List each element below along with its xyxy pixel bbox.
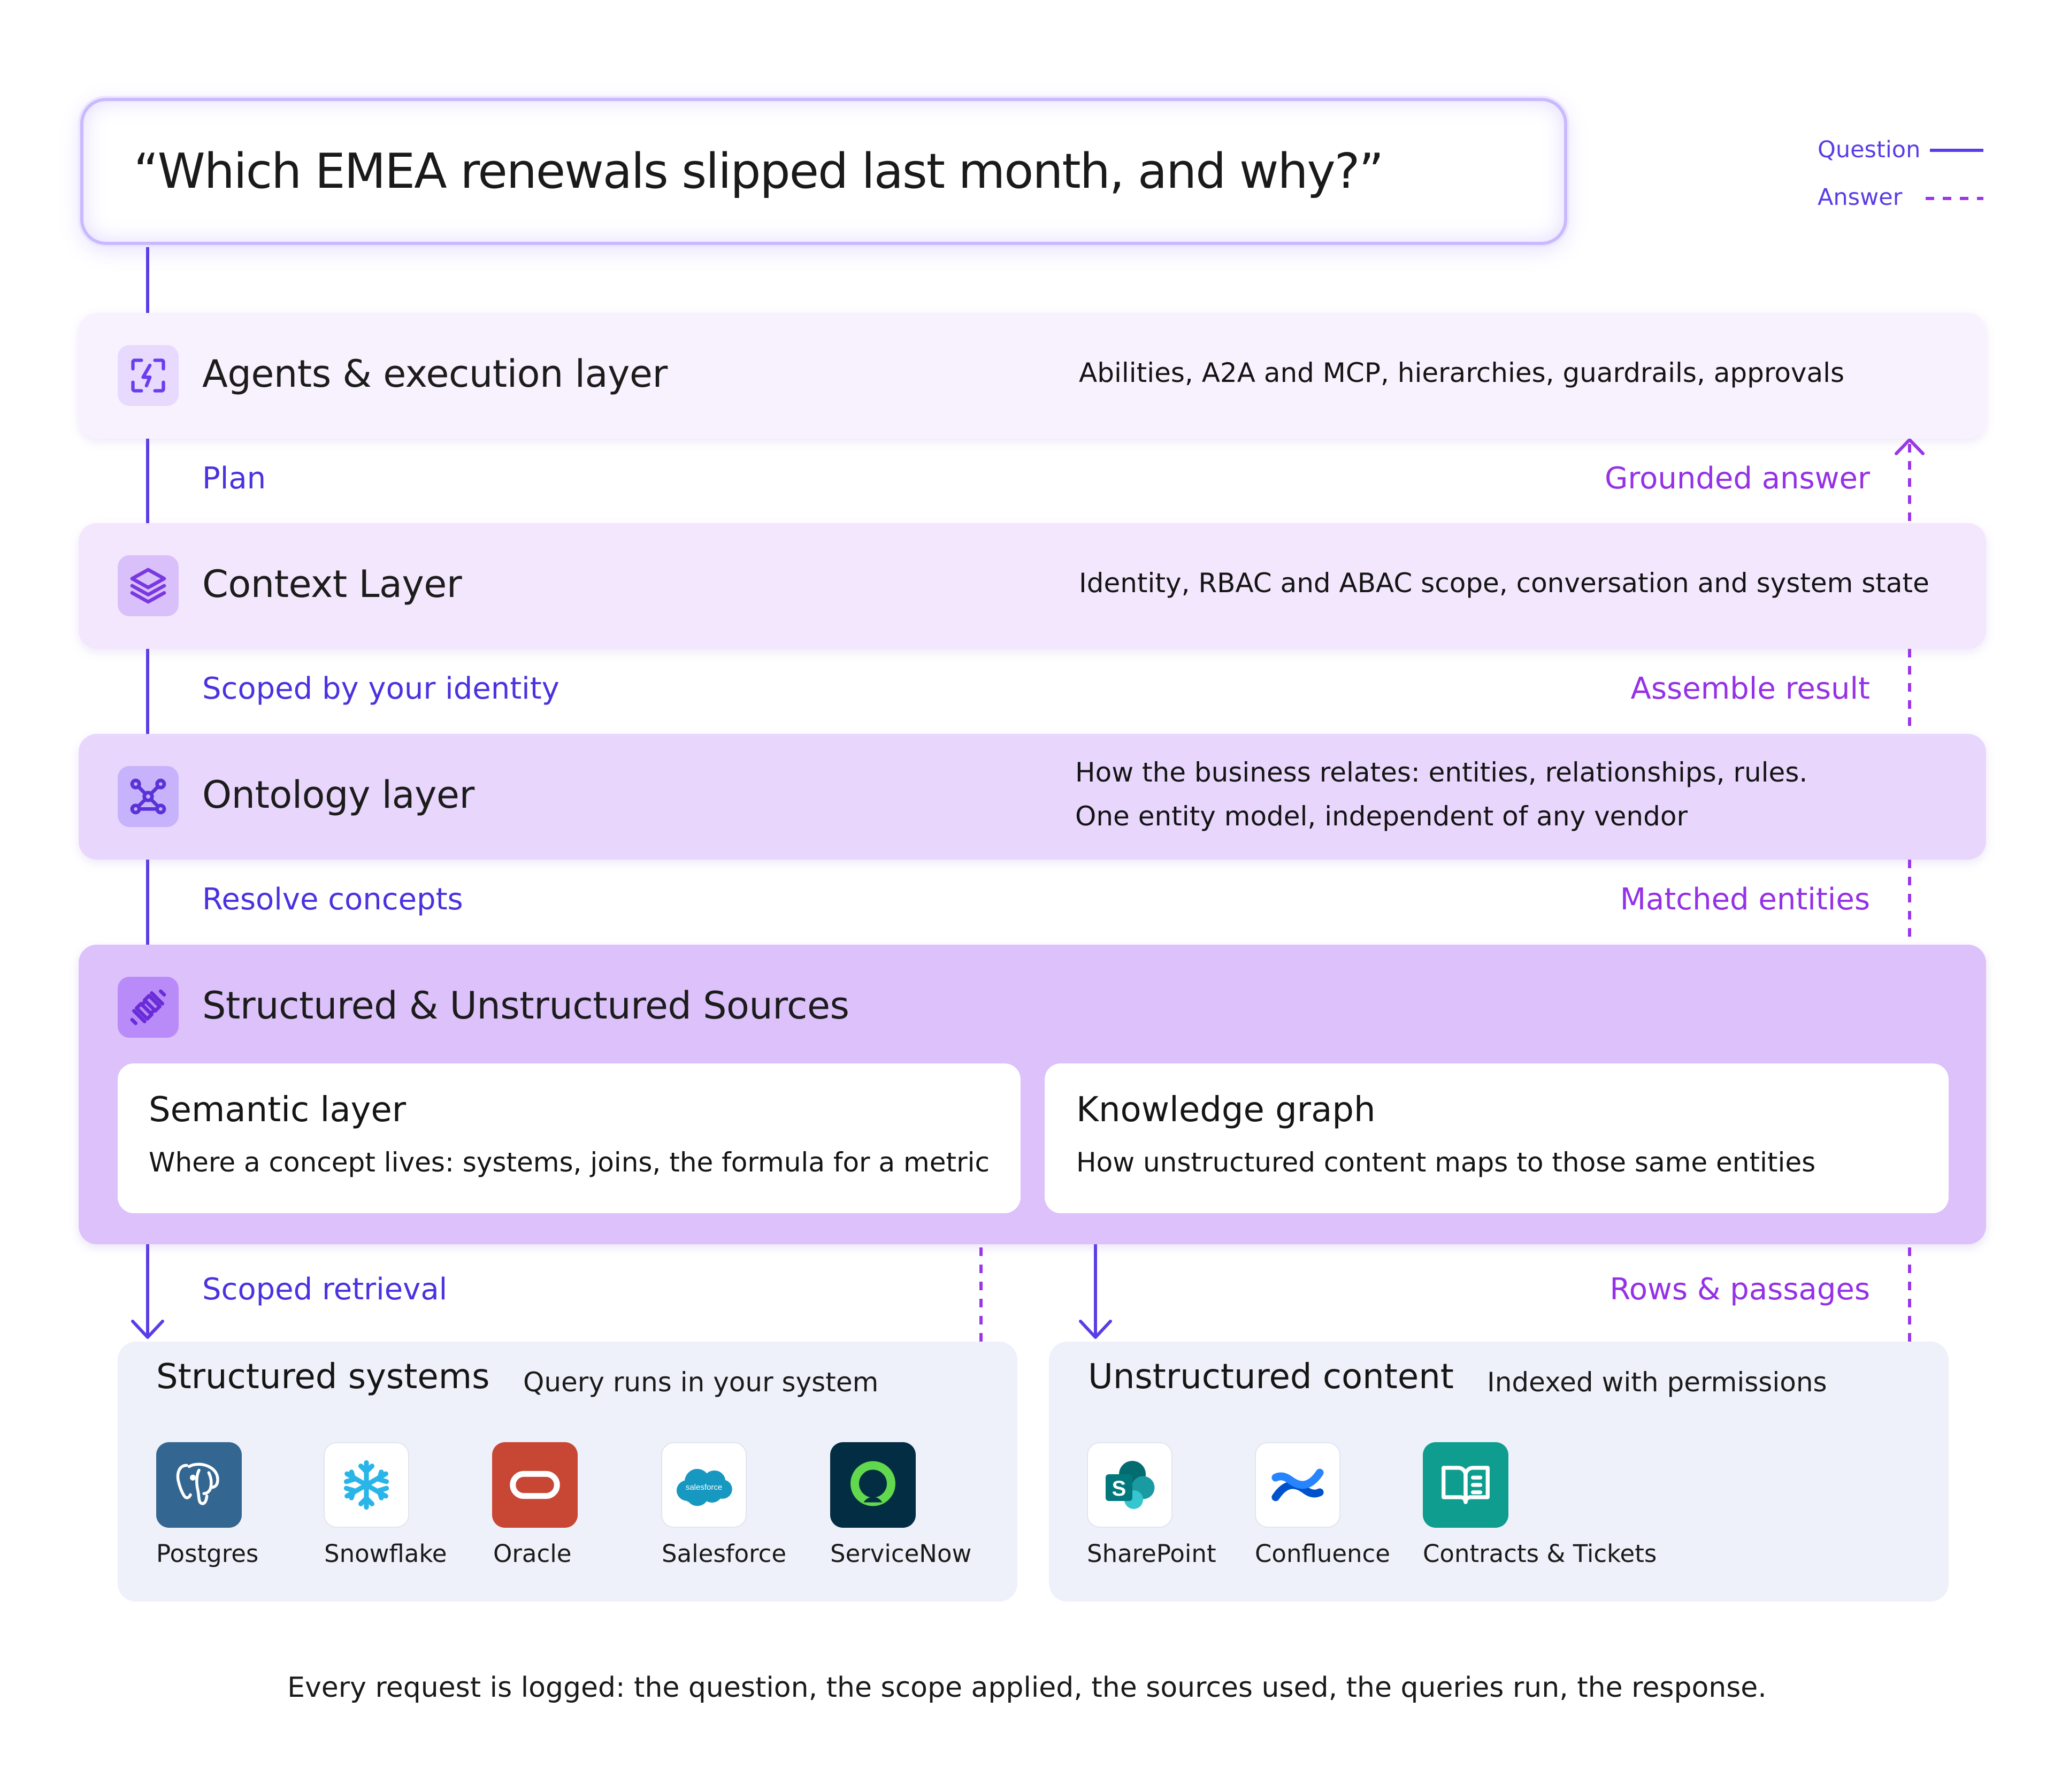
semantic-layer-title: Semantic layer: [149, 1090, 407, 1130]
scoped-retrieval-label: Scoped retrieval: [202, 1272, 448, 1307]
matched-entities-label: Matched entities: [1620, 882, 1870, 917]
assemble-result-label: Assemble result: [1630, 671, 1870, 706]
lightning-bolt-icon: [118, 345, 179, 406]
svg-text:salesforce: salesforce: [685, 1483, 723, 1492]
open-book-icon: [1423, 1442, 1508, 1528]
agents-layer-description: Abilities, A2A and MCP, hierarchies, guardrails, approvals: [1079, 357, 1845, 388]
stack-layers-icon: [118, 555, 179, 616]
rows-passages-label: Rows & passages: [1610, 1272, 1870, 1307]
svg-text:S: S: [1112, 1477, 1126, 1500]
snowflake-logo-icon: [324, 1442, 409, 1528]
question-text: “Which EMEA renewals slipped last month, and why?”: [134, 143, 1383, 200]
sharepoint-label: SharePoint: [1087, 1540, 1216, 1568]
knowledge-graph-description: How unstructured content maps to those same entities: [1076, 1147, 1816, 1178]
postgres-label: Postgres: [156, 1540, 259, 1568]
legend-answer-label: Answer: [1818, 184, 1903, 211]
graph-nodes-icon: [118, 766, 179, 827]
legend-question-label: Question: [1818, 136, 1921, 163]
unstructured-content-title: Unstructured content: [1088, 1357, 1454, 1397]
grounded-answer-label: Grounded answer: [1604, 461, 1870, 496]
semantic-layer-card: [118, 1063, 1021, 1213]
structured-systems-subtitle: Query runs in your system: [523, 1367, 879, 1398]
knowledge-graph-title: Knowledge graph: [1076, 1090, 1376, 1130]
servicenow-logo-icon: [830, 1442, 916, 1528]
postgres-logo-icon: [156, 1442, 242, 1528]
confluence-label: Confluence: [1255, 1540, 1390, 1568]
context-layer-description: Identity, RBAC and ABAC scope, conversation and system state: [1079, 568, 1929, 599]
confluence-logo-icon: [1255, 1442, 1340, 1528]
oracle-logo-icon: [492, 1442, 578, 1528]
contracts-tickets-label: Contracts & Tickets: [1423, 1540, 1657, 1568]
unstructured-content-subtitle: Indexed with permissions: [1487, 1367, 1827, 1398]
footer-note: Every request is logged: the question, the scope applied, the sources used, the queries run, the response.: [287, 1672, 1767, 1704]
oracle-label: Oracle: [493, 1540, 572, 1568]
ontology-description-line1: How the business relates: entities, relationships, rules.: [1075, 757, 1808, 788]
context-layer-title: Context Layer: [202, 562, 462, 606]
sharepoint-logo-icon: [1087, 1442, 1172, 1528]
ontology-description-line2: One entity model, independent of any vendor: [1075, 801, 1688, 832]
salesforce-label: Salesforce: [662, 1540, 787, 1568]
snowflake-label: Snowflake: [324, 1540, 447, 1568]
salesforce-logo-icon: [661, 1442, 747, 1528]
structured-systems-title: Structured systems: [156, 1357, 490, 1397]
ontology-layer-title: Ontology layer: [202, 773, 474, 817]
sources-layer-title: Structured & Unstructured Sources: [202, 984, 849, 1028]
scoped-identity-label: Scoped by your identity: [202, 671, 560, 706]
knowledge-graph-card: [1045, 1063, 1949, 1213]
plan-label: Plan: [202, 461, 266, 496]
servicenow-label: ServiceNow: [830, 1540, 972, 1568]
agents-layer-title: Agents & execution layer: [202, 352, 668, 396]
plug-connector-icon: [118, 977, 179, 1038]
semantic-layer-description: Where a concept lives: systems, joins, the formula for a metric: [149, 1147, 990, 1178]
resolve-concepts-label: Resolve concepts: [202, 882, 463, 917]
